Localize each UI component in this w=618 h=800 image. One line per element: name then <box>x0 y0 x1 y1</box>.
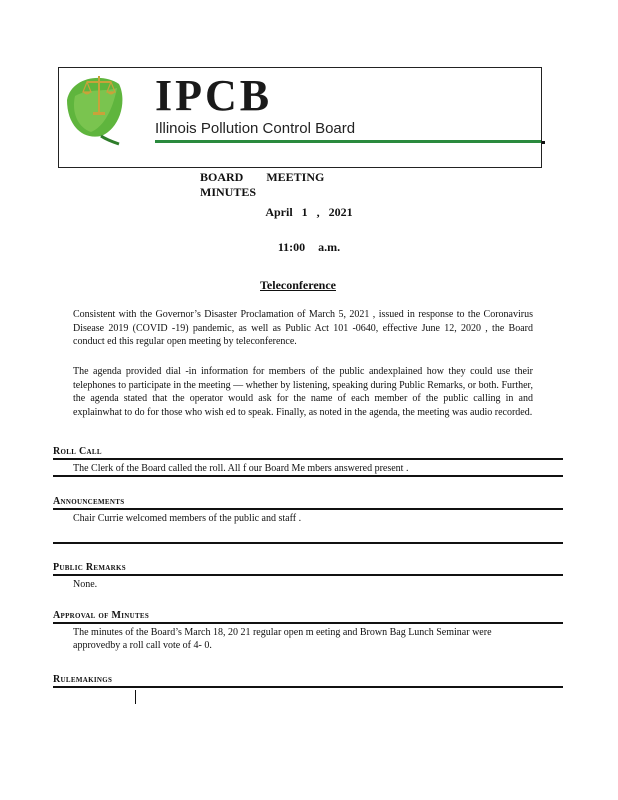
document-title: BOARD MEETING MINUTES <box>200 170 325 199</box>
section-roll-call <box>53 446 563 477</box>
section-body: Chair Currie welcomed members of the public and staff . <box>73 513 302 524</box>
section-rulemakings <box>53 674 563 688</box>
meeting-format: Teleconference <box>260 278 336 292</box>
section-heading: Announcements <box>53 496 563 510</box>
section-heading: Rulemakings <box>53 674 563 688</box>
section-approval-of-minutes <box>53 610 563 652</box>
section-announcements <box>53 496 563 544</box>
org-name: Illinois Pollution Control Board <box>155 120 356 137</box>
section-heading: Approval of Minutes <box>53 610 563 624</box>
header-handle-dot <box>542 141 545 144</box>
logo-text: IPCB <box>155 71 273 120</box>
text-cursor <box>135 690 136 704</box>
section-body: The minutes of the Board’s March 18, 20 21 regular open m eeting and Brown Bag Lunch Seminar were approvedby a roll call vote of 4- 0. <box>73 627 492 651</box>
meeting-date: April 1 , 2021 <box>265 205 353 219</box>
section-body-rule <box>53 510 563 544</box>
leaf-scales-logo-icon <box>61 70 131 146</box>
section-body: None. <box>73 579 98 590</box>
intro-paragraph-1: Consistent with the Governor’s Disaster Proclamation of March 5, 2021 , issued in response to the Coronavirus Disease 2019 (COVID -19) pandemic, as well as Public Act 101 -0640, effective June 12, 2020 , the Board conduct ed this regular open meeting by teleconference. <box>73 309 533 347</box>
meeting-time: 11:00 a.m. <box>277 240 341 254</box>
intro-paragraph-2: The agenda provided dial -in information for members of the public andexplained how they could use their telephones to participate in the meeting — whether by listening, speaking during Public Remarks, or both. Further, the agenda stated that the operator would ask for the name of each member of the public calling in and explainwhat to do for those who wish ed to speak. Finally, as noted in the agenda, the meeting was audio recorded. <box>73 366 533 418</box>
section-heading: Public Remarks <box>53 562 563 576</box>
section-heading: Roll Call <box>53 446 563 460</box>
header-logo-box <box>58 67 542 168</box>
section-public-remarks <box>53 562 563 591</box>
section-body-rule <box>53 460 563 477</box>
green-rule <box>155 140 541 143</box>
section-body: The Clerk of the Board called the roll. All f our Board Me mbers answered present . <box>73 463 409 474</box>
